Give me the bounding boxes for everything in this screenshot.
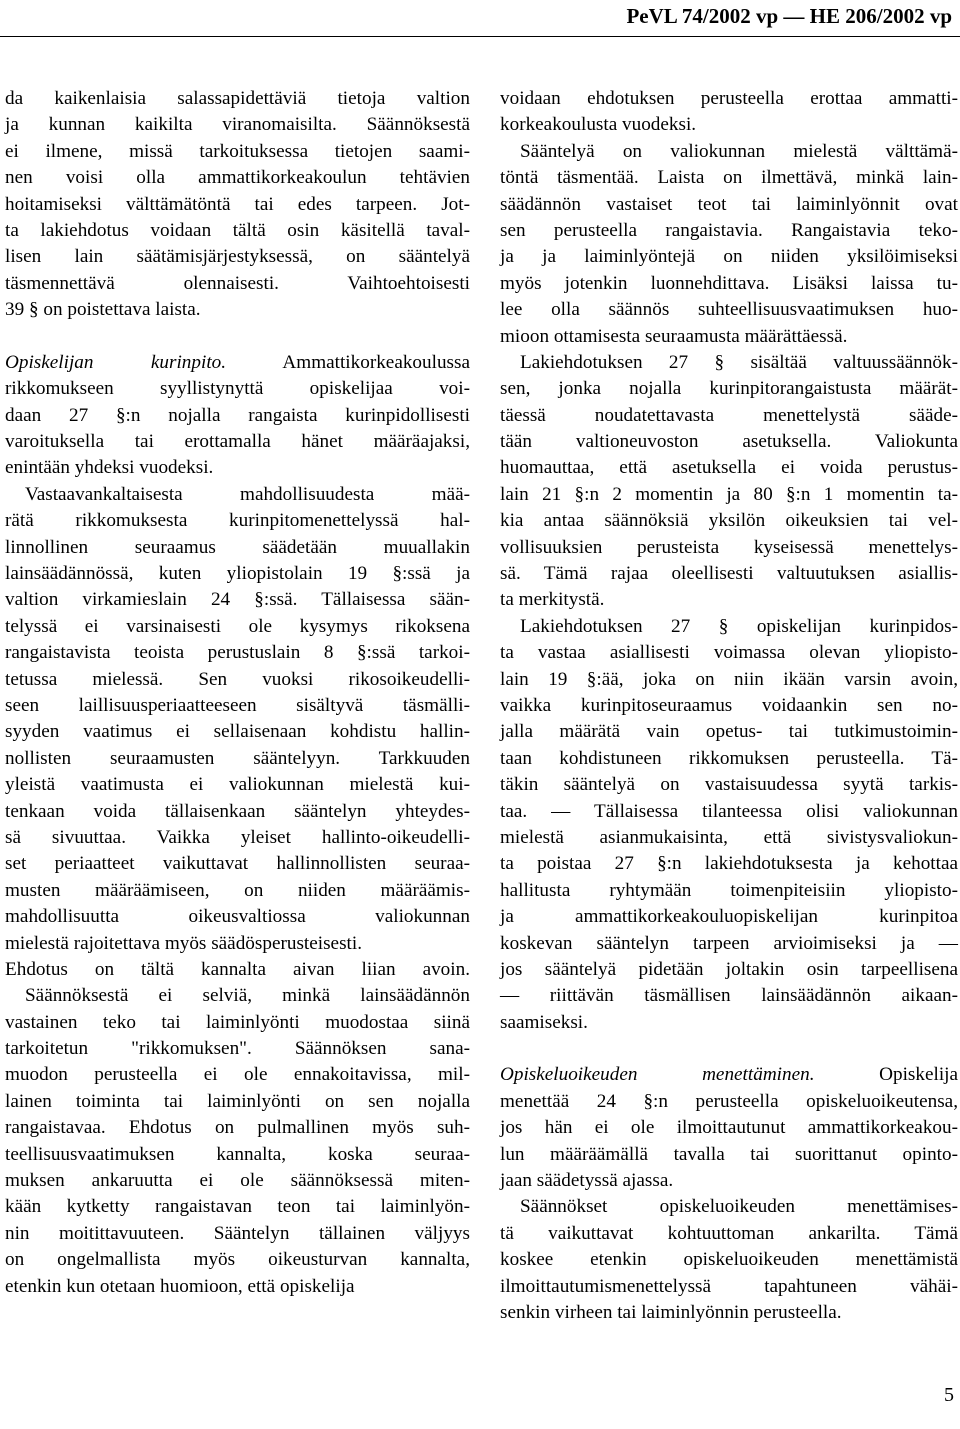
text-line: kään kytketty rangaistavan teon tai laiminlyön-	[5, 1196, 470, 1218]
text-line: jos hän ei ole ilmoittautunut ammattikorkeakou-	[500, 1117, 958, 1139]
text-line: Opiskelijan kurinpito. Ammattikorkeakoulussa	[5, 351, 470, 373]
text-line: nollisten seuraamusten sääntelyyn. Tarkkuuden	[5, 747, 470, 769]
text-line: ta vastaa asiallisesti voimassa olevan yliopisto-	[500, 642, 958, 664]
text-line: syyden vaatimus ei sellaisenaan kohdistu hallin-	[5, 721, 470, 743]
text-line: set periaatteet vaikuttavat hallinnollisten seuraa-	[5, 853, 470, 875]
text-line: Säännöksestä ei selviä, minkä lainsäädännön	[25, 985, 470, 1007]
text-line: sen perusteella rangaistavia. Rangaistavia teko-	[500, 219, 958, 241]
right-column	[500, 86, 958, 1326]
text-line: taa. — Tällaisessa tilanteessa olisi valiokunnan	[500, 800, 958, 822]
text-line: tetussa mielessä. Sen vuoksi rikosoikeudelli-	[5, 668, 470, 690]
text-line: jalla määrätä vain opetus- tai tutkimustoimin-	[500, 721, 958, 743]
text-line: on ongelmallista myös oikeusturvan kannalta,	[5, 1249, 470, 1271]
text-line: vastainen teko tai laiminlyönti muodostaa siinä	[5, 1011, 470, 1033]
text-line: varoituksella tai erottamalla hänet määräajaksi,	[5, 431, 470, 453]
text-line: menettää 24 §:n perusteella opiskeluoikeutensa,	[500, 1090, 958, 1112]
text-line: rangaistavaa. Ehdotus on pulmallinen myös suh-	[5, 1117, 470, 1139]
text-line: musten määräämiseen, on niiden määräämis-	[5, 879, 470, 901]
text-line: lain 19 §:ää, joka on niin ikään varsin avoin,	[500, 668, 958, 690]
text-line: teellisuusvaatimuksen kannalta, koska seuraa-	[5, 1143, 470, 1165]
text-line: etenkin kun otetaan huomioon, että opiskelija	[5, 1275, 355, 1297]
text-line: säädännön vastaiset teot tai laiminlyönnit ovat	[500, 193, 958, 215]
text-line: mielestä rajoitettava myös säädösperusteisesti.	[5, 932, 363, 954]
text-line: sä. Tämä rajaa oleellisesti valtuutuksen asiallis-	[500, 563, 958, 585]
text-line: täessä noudatettavasta menettelystä sääde-	[500, 404, 958, 426]
text-line: hallitusta ryhtymään toimenpiteisiin yliopisto-	[500, 879, 958, 901]
text-line: enintään yhdeksi vuodeksi.	[5, 457, 214, 479]
text-line: muodon perusteella ei ole ennakoitavissa, mil-	[5, 1064, 470, 1086]
text-line: valtion virkamieslain 24 §:ssä. Tällaisessa sään-	[5, 589, 470, 611]
text-line: linnollinen seuraamus säädetään muuallakin	[5, 536, 470, 558]
text-line: vaikka kurinpitoseuraamus voidaankin sen no-	[500, 694, 958, 716]
text-line: huomauttaa, että asetuksella ei voida perustus-	[500, 457, 958, 479]
header-rule	[0, 36, 960, 37]
text-line: Säännökset opiskeluoikeuden menettämises-	[520, 1196, 958, 1218]
text-line: ilmoittautumismenettelyssä tapahtuneen vähäi-	[500, 1275, 958, 1297]
text-line: lain 21 §:n 2 momentin ja 80 §:n 1 momentin ta-	[500, 483, 958, 505]
text-line: ei ilmene, missä tarkoituksessa tietojen saami-	[5, 140, 470, 162]
text-line: ta poistaa 27 §:n lakiehdotuksesta ja kehottaa	[500, 853, 958, 875]
text-line: nin moitittavuuteen. Sääntelyn tällainen väljyys	[5, 1222, 470, 1244]
text-line: täsmennettävä olennaisesti. Vaihtoehtoisesti	[5, 272, 470, 294]
text-line: Lakiehdotuksen 27 § sisältää valtuussäännök-	[520, 351, 958, 373]
text-line: Ehdotus on tältä kannalta aivan liian avoin.	[5, 958, 470, 980]
text-line: lainsäädännössä, kuten yliopistolain 19 §:ssä ja	[5, 563, 470, 585]
text-line: koskee etenkin opiskeluoikeuden menettämistä	[500, 1249, 958, 1271]
text-line: ja ja laiminlyöntejä on niiden yksilöimiseksi	[500, 246, 958, 268]
text-line: tä vaikuttavat kohtuuttoman ankarilta. Tämä	[500, 1222, 958, 1244]
text-line: muksen ankaruutta ei ole säännöksessä miten-	[5, 1170, 470, 1192]
text-line: vollisuuksien perusteista kyseisessä menettelys-	[500, 536, 958, 558]
text-line: Lakiehdotuksen 27 § opiskelijan kurinpidos-	[520, 615, 958, 637]
text-line: sä sivuuttaa. Vaikka yleiset hallinto-oikeudelli-	[5, 826, 470, 848]
text-line: taan kohdistuneen rikkomuksen perusteella. Tä-	[500, 747, 958, 769]
text-line: rikkomukseen syyllistynyttä opiskelijaa voi-	[5, 378, 470, 400]
text-line: voidaan ehdotuksen perusteella erottaa ammatti-	[500, 88, 958, 109]
text-line: saamiseksi.	[500, 1011, 588, 1033]
section-heading: Opiskeluoikeuden menettäminen.	[500, 1064, 815, 1086]
text-line: lisen lain säätämisjärjestyksessä, on sääntelyä	[5, 246, 470, 268]
paragraph-gap	[5, 324, 470, 350]
text-line: tenkaan voida tällaisenkaan sääntelyn yhteydes-	[5, 800, 470, 822]
text-line: ja kunnan kaikilta viranomaisilta. Säännöksestä	[5, 114, 470, 136]
text-line: koskevan sääntelyn tarpeen arvioimiseksi ja —	[500, 932, 958, 954]
text-line: jaan säädetyssä ajassa.	[500, 1170, 674, 1192]
left-column	[5, 86, 470, 1300]
text-line: töntä täsmentää. Laista on ilmettävä, minkä lain-	[500, 167, 958, 189]
text-line: Sääntelyä on valiokunnan mielestä välttämä-	[520, 140, 958, 162]
text-line: jos sääntelyä pidetään joltakin osin tarpeellisena	[500, 958, 958, 980]
text-line: tään valtioneuvoston asetuksella. Valiokunta	[500, 431, 958, 453]
text-line: Opiskeluoikeuden menettäminen. Opiskelija	[500, 1064, 959, 1086]
text-line: telyssä ei varsinaisesti ole kysymys rikoksena	[5, 615, 470, 637]
text-line: sen, jonka nojalla kurinpitorangaistusta määrät-	[500, 378, 958, 400]
text-line: ja ammattikorkeakouluopiskelijan kurinpitoa	[500, 906, 958, 928]
text-line: kia antaa säännöksiä yksilön oikeuksien tai vel-	[500, 510, 958, 532]
paragraph-gap	[500, 1036, 958, 1062]
text-line: myös jotenkin luonnehdittava. Lisäksi laissa tu-	[500, 272, 958, 294]
running-header: PeVL 74/2002 vp — HE 206/2002 vp	[626, 4, 952, 28]
text-line: tarkoitetun "rikkomuksen". Säännöksen sana-	[5, 1038, 470, 1060]
text-line: ta merkitystä.	[500, 589, 605, 611]
text-line: Vastaavankaltaisesta mahdollisuudesta mää-	[25, 483, 470, 505]
text-line: yleistä vaatimusta ei valiokunnan mielestä kui-	[5, 774, 470, 796]
text-line: mahdollisuutta oikeusvaltiossa valiokunnan	[5, 906, 470, 928]
page-number: 5	[944, 1384, 954, 1406]
text-line: nen voisi olla ammattikorkeakoulun tehtävien	[5, 167, 470, 189]
text-line: täkin sääntelyä on vastaisuudessa syytä tarkis-	[500, 774, 958, 796]
text-line: lun määräämällä tavalla tai suorittanut opinto-	[500, 1143, 958, 1165]
text-line: daan 27 §:n nojalla rangaista kurinpidollisesti	[5, 404, 470, 426]
text-line: hoitamiseksi välttämätöntä tai edes tarpeen. Jot-	[5, 193, 470, 215]
text-line: ta lakiehdotus voidaan tältä osin käsitellä taval-	[5, 219, 470, 241]
text-line: lainen toiminta tai laiminlyönti on sen nojalla	[5, 1090, 470, 1112]
text-line: 39 § on poistettava laista.	[5, 299, 201, 321]
text-line: — riittävän täsmällisen lainsäädännön aikaan-	[500, 985, 958, 1007]
text-line: seen laillisuusperiaatteeseen sisältyvä täsmälli-	[5, 694, 470, 716]
section-heading: Opiskelijan kurinpito.	[5, 351, 227, 373]
text-line: da kaikenlaisia salassapidettäviä tietoja valtion	[5, 88, 470, 109]
text-line: rangaistavista teoista perustuslain 8 §:ssä tarkoi-	[5, 642, 470, 664]
text-line: rätä rikkomuksesta kurinpitomenettelyssä hal-	[5, 510, 470, 532]
text-line: senkin virheen tai laiminlyönnin perusteella.	[500, 1301, 842, 1323]
text-line: mioon ottamisesta seuraamusta määrättäessä.	[500, 325, 848, 347]
text-line: mielestä asianmukaisinta, että sivistysvaliokun-	[500, 826, 958, 848]
text-line: korkeakoulusta vuodeksi.	[500, 114, 697, 136]
text-line: lee olla säännös suhteellisuusvaatimuksen huo-	[500, 299, 958, 321]
